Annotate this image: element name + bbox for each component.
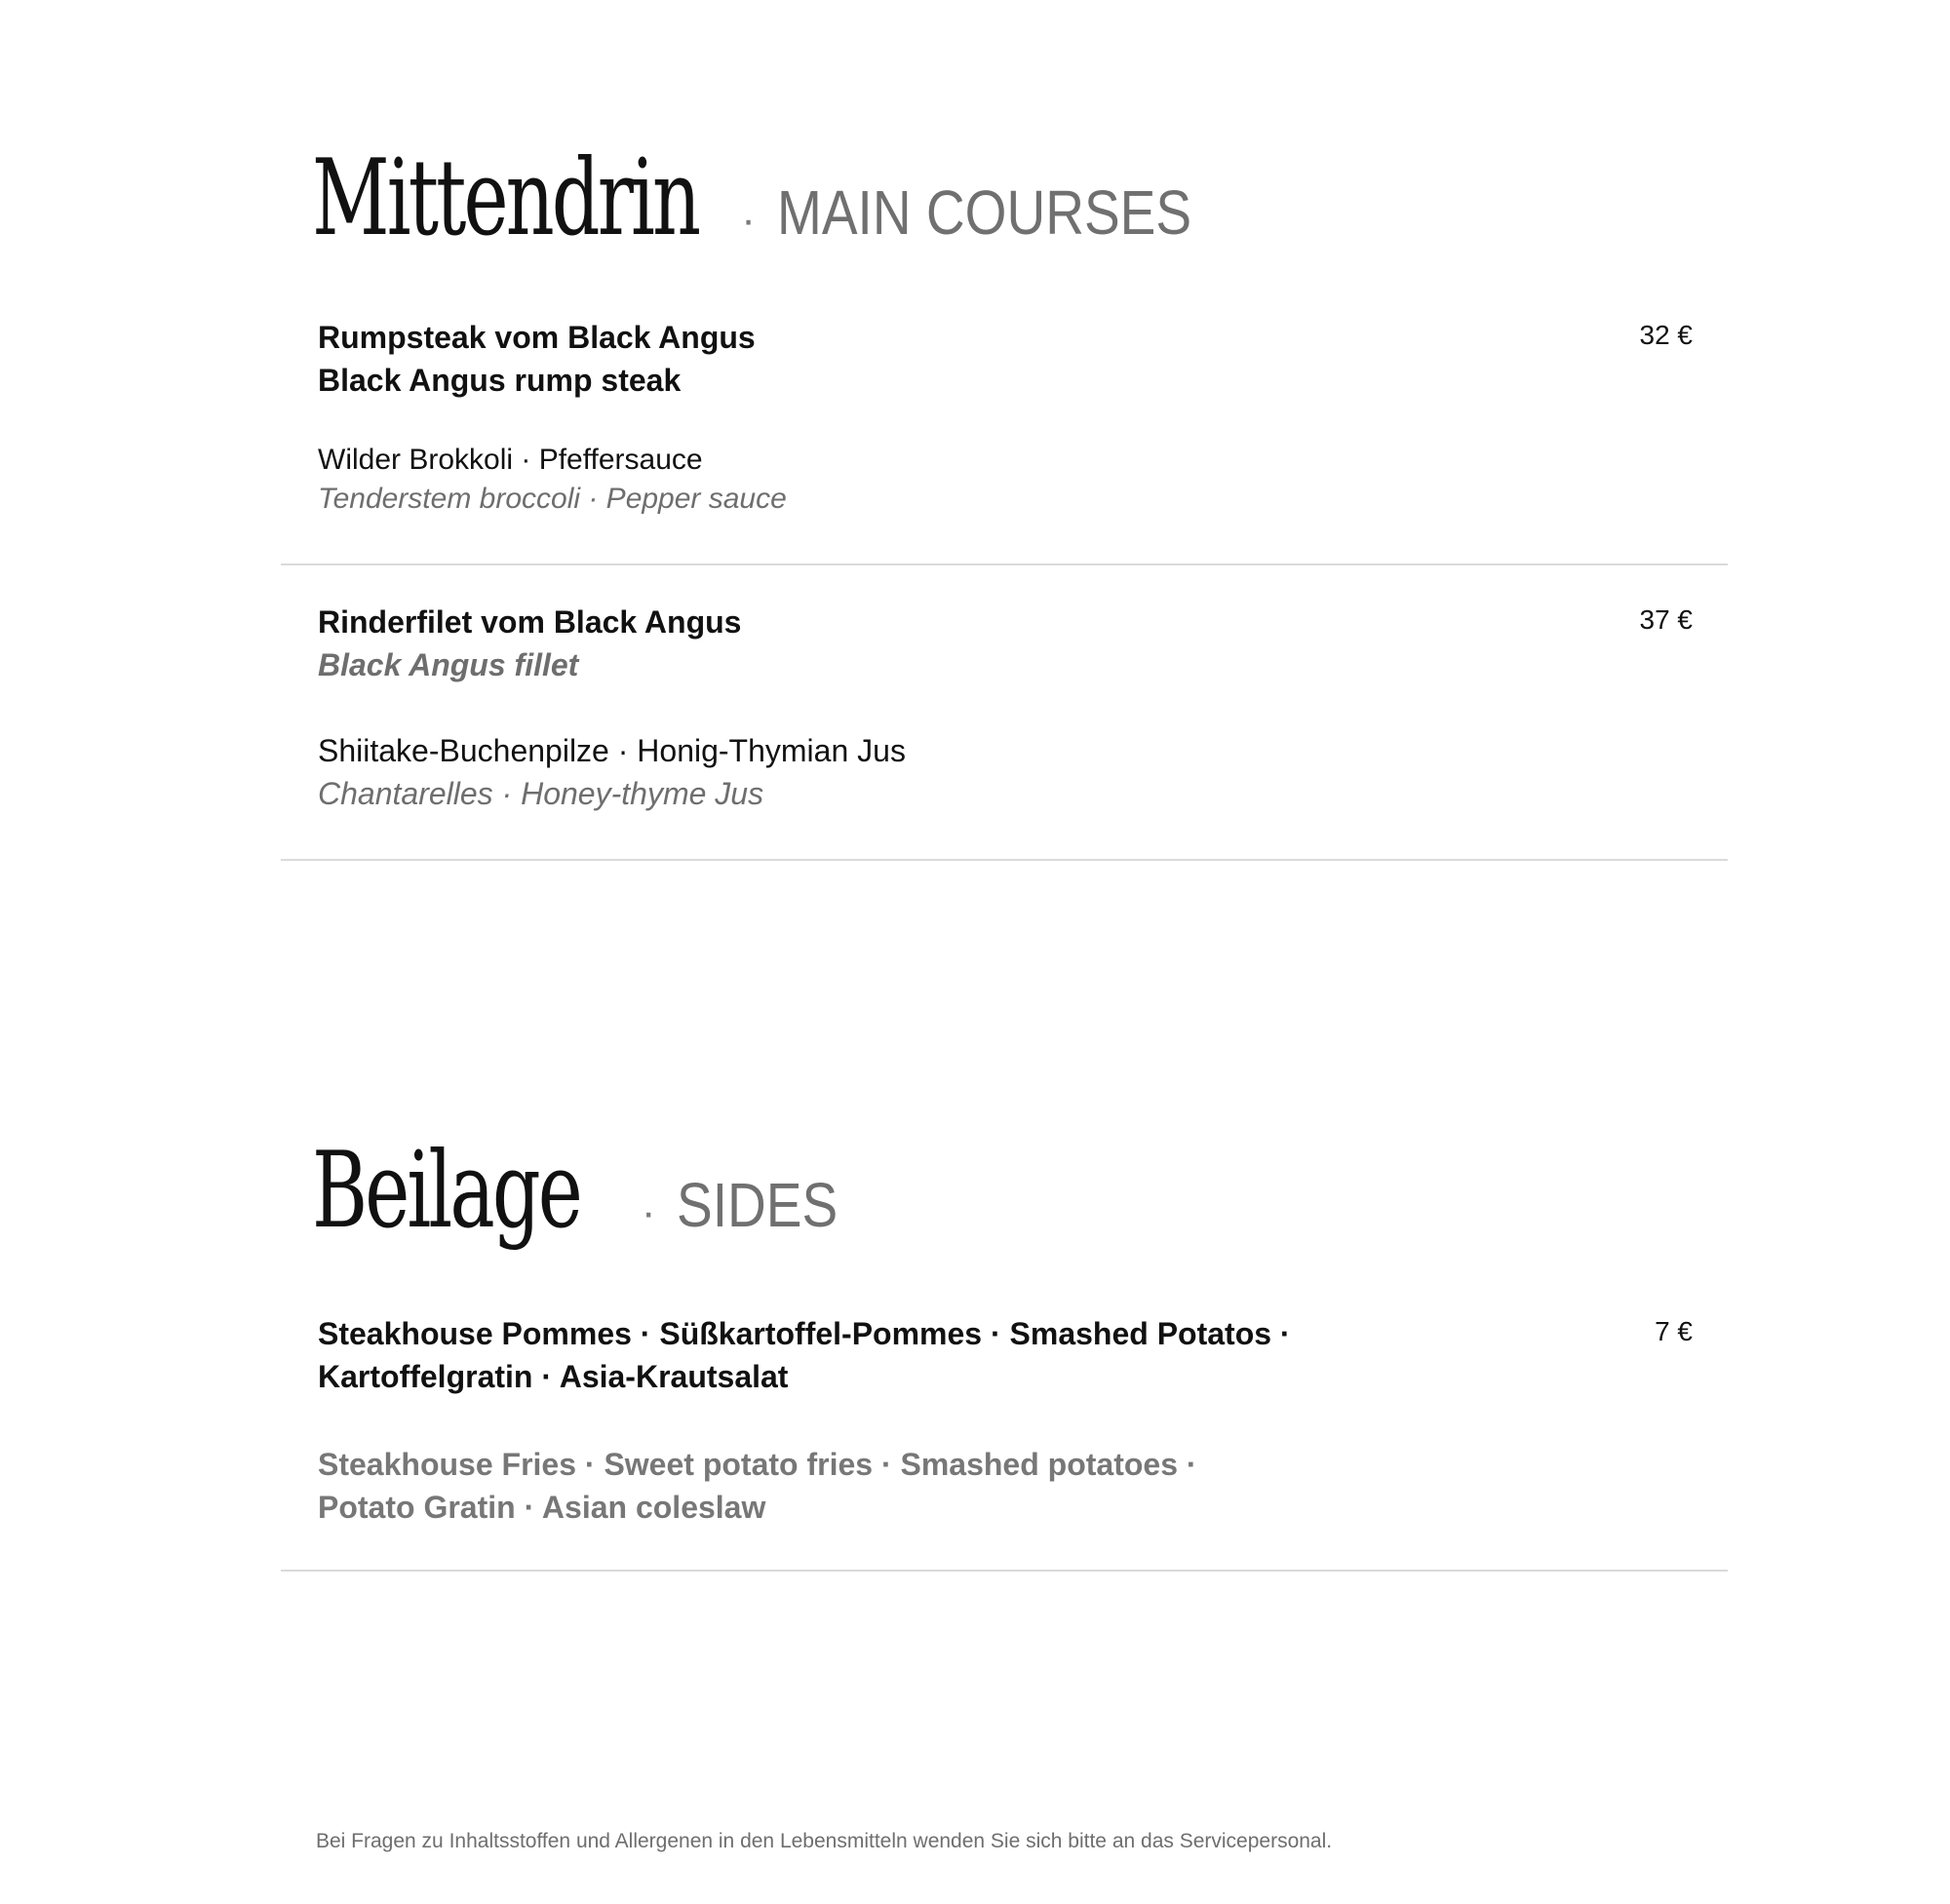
menu-item-content	[318, 1312, 1728, 1529]
section-title: Mittendrin	[312, 137, 699, 259]
section-heading-main-courses	[312, 137, 1259, 259]
heading-separator: ·	[741, 196, 756, 244]
item-name-de: Rumpsteak vom Black Angus	[318, 320, 756, 355]
item-desc-en-line2: Potato Gratin · Asian coleslaw	[318, 1490, 766, 1525]
menu-item-content	[318, 316, 1728, 519]
section-heading-sides	[312, 1130, 865, 1252]
item-price: 37 €	[1639, 604, 1693, 635]
item-name-de-line2: Kartoffelgratin · Asia-Krautsalat	[318, 1359, 789, 1394]
item-desc-de: Wilder Brokkoli · Pfeffersauce	[318, 444, 703, 476]
allergen-note: Bei Fragen zu Inhaltsstoffen und Allergenen in den Lebensmitteln wenden Sie sich bitte an das Servicepersonal.	[316, 1830, 1333, 1852]
item-name-de: Rinderfilet vom Black Angus	[318, 604, 742, 640]
section-subtitle: SIDES	[677, 1170, 838, 1240]
menu-item-content	[318, 601, 1728, 815]
menu-item-sides	[281, 1312, 1728, 1572]
item-desc-en: Chantarelles · Honey-thyme Jus	[318, 776, 764, 811]
item-name-de-line1: Steakhouse Pommes · Süßkartoffel-Pommes · Smashed Potatos ·	[318, 1316, 1291, 1351]
item-name-en: Black Angus fillet	[318, 647, 579, 682]
item-desc-de: Shiitake-Buchenpilze · Honig-Thymian Jus	[318, 733, 906, 768]
menu-item-rinderfilet	[281, 601, 1728, 861]
item-price: 32 €	[1639, 320, 1693, 350]
heading-separator: ·	[641, 1188, 656, 1236]
menu-item-rumpsteak	[281, 316, 1728, 565]
item-name-en: Black Angus rump steak	[318, 363, 682, 398]
item-desc-en: Tenderstem broccoli · Pepper sauce	[318, 483, 787, 515]
item-desc-en-line1: Steakhouse Fries · Sweet potato fries · Smashed potatoes ·	[318, 1447, 1197, 1482]
item-price: 7 €	[1655, 1316, 1693, 1346]
section-title: Beilage	[312, 1130, 580, 1252]
section-subtitle: MAIN COURSES	[776, 177, 1192, 248]
